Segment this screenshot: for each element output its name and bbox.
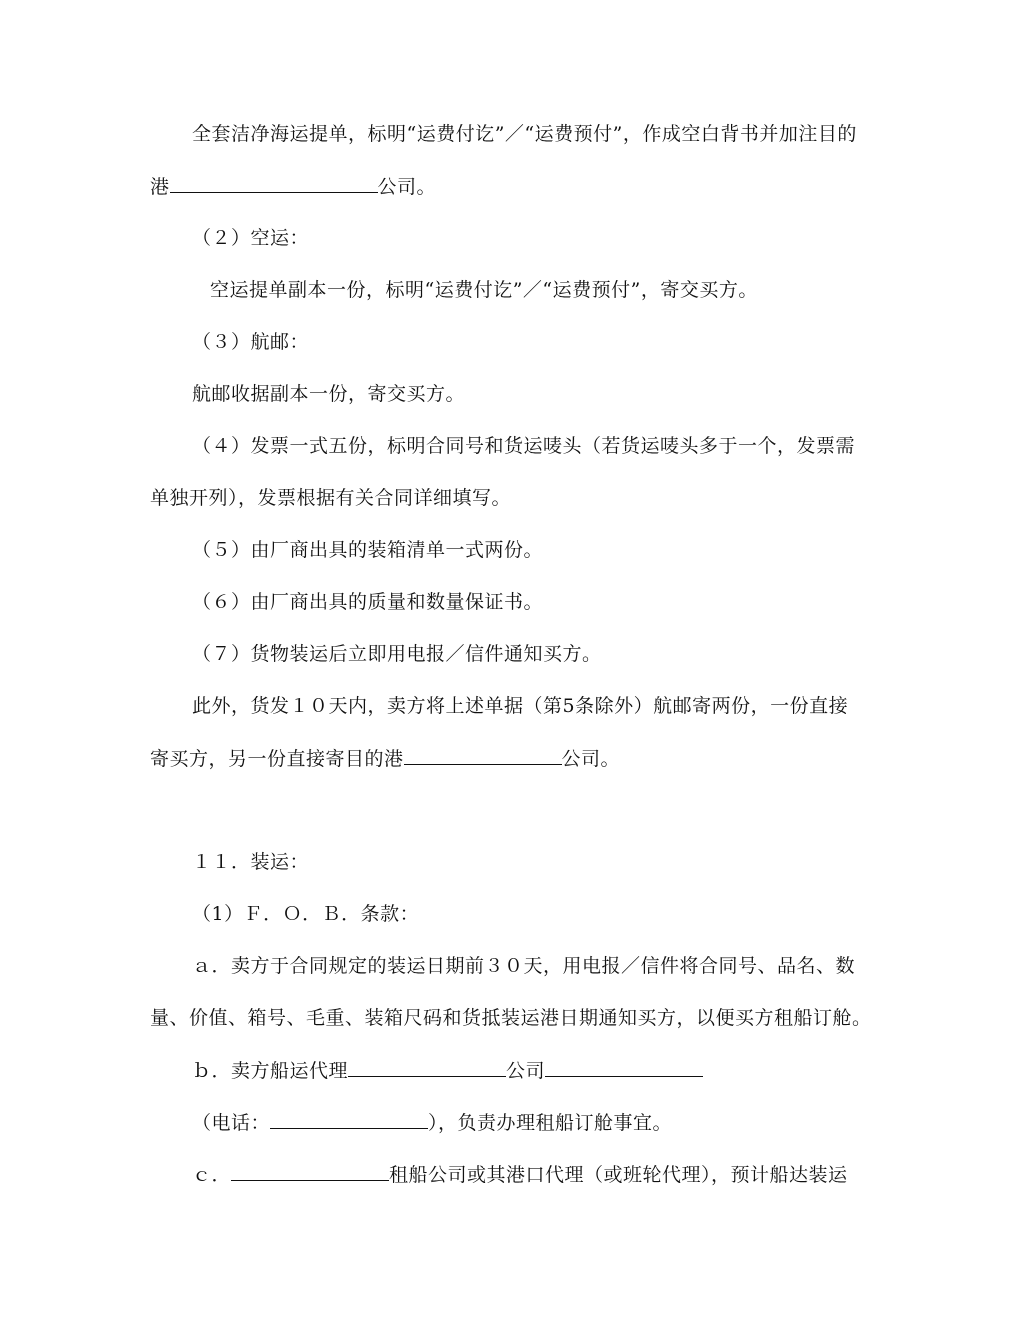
line-text: 港 xyxy=(150,176,170,198)
paragraph-line: 此外，货发１０天内，卖方将上述单据（第5条除外）航邮寄两份，一份直接 xyxy=(192,695,849,717)
fill-in-blank[interactable] xyxy=(348,1057,506,1077)
line-text: 公司。 xyxy=(561,748,621,770)
fill-in-blank[interactable] xyxy=(545,1057,703,1077)
line-text: ），负责办理租船订舱事宜。 xyxy=(428,1112,673,1134)
paragraph-line: 全套洁净海运提单，标明“运费付讫”／“运费预付”，作成空白背书并加注目的 xyxy=(192,123,857,145)
paragraph-line: 单独开列），发票根据有关合同详细填写。 xyxy=(150,487,512,509)
line-text: 寄买方，另一份直接寄目的港 xyxy=(150,748,404,770)
line-text: 租船公司或其港口代理（或班轮代理），预计船达装运 xyxy=(389,1164,848,1186)
paragraph-line: 量、价值、箱号、毛重、装箱尺码和货抵装运港日期通知买方，以便买方租船订舱。 xyxy=(150,1007,872,1029)
section-heading: （３）航邮： xyxy=(192,331,310,353)
paragraph-line: 航邮收据副本一份，寄交买方。 xyxy=(192,383,466,405)
paragraph-line: 空运提单副本一份，标明“运费付讫”／“运费预付”，寄交买方。 xyxy=(210,279,758,301)
line-text: 公司 xyxy=(506,1060,546,1082)
paragraph-line xyxy=(150,745,620,772)
paragraph-line: （７）货物装运后立即用电报／信件通知买方。 xyxy=(192,643,602,665)
line-text: ｂ．卖方船运代理 xyxy=(192,1060,349,1082)
paragraph-line xyxy=(192,1109,672,1136)
line-text: 公司。 xyxy=(377,176,437,198)
paragraph-line: （６）由厂商出具的质量和数量保证书。 xyxy=(192,591,544,613)
paragraph-line xyxy=(150,173,436,200)
paragraph-line: （４）发票一式五份，标明合同号和货运唛头（若货运唛头多于一个，发票需 xyxy=(192,435,856,457)
paragraph-line: （５）由厂商出具的装箱清单一式两份。 xyxy=(192,539,544,561)
fill-in-blank[interactable] xyxy=(231,1161,389,1181)
line-text: ｃ． xyxy=(192,1164,232,1186)
paragraph-line xyxy=(192,1161,848,1188)
line-text: （电话： xyxy=(192,1112,271,1134)
section-heading: １１．装运： xyxy=(192,851,310,873)
paragraph-line xyxy=(192,1057,703,1084)
phone-blank[interactable] xyxy=(270,1109,428,1129)
section-heading: （1）Ｆ．Ｏ．Ｂ．条款： xyxy=(192,903,420,925)
section-heading: （２）空运： xyxy=(192,227,310,249)
fill-in-blank[interactable] xyxy=(170,173,378,193)
paragraph-line: ａ．卖方于合同规定的装运日期前３０天，用电报／信件将合同号、品名、数 xyxy=(192,955,856,977)
fill-in-blank[interactable] xyxy=(404,745,562,765)
